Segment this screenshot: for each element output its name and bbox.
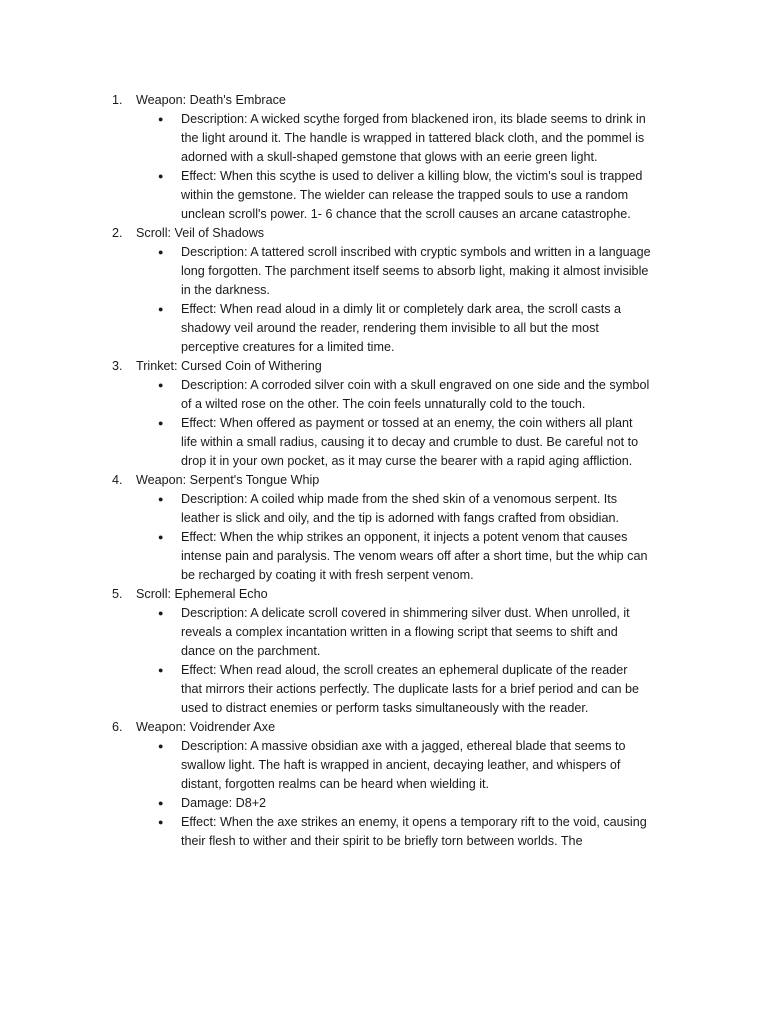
detail-item [0, 528, 651, 585]
detail-text: Effect: When the axe strikes an enemy, it opens a temporary rift to the void, causing their flesh to wither and their spirit to be briefly torn between worlds. The [181, 815, 647, 848]
bullet-icon: ● [158, 817, 164, 827]
bullet-icon: ● [158, 247, 164, 257]
detail-list [0, 490, 768, 585]
bullet-icon: ● [158, 532, 164, 542]
detail-text: Effect: When read aloud in a dimly lit or completely dark area, the scroll casts a shadowy veil around the reader, rendering them invisible to all but the most perceptive creatures for a limited time. [181, 302, 622, 354]
item-number: 3. [112, 359, 123, 373]
detail-list [0, 737, 768, 851]
detail-list [0, 376, 768, 471]
item-title: Scroll: Veil of Shadows [136, 226, 265, 240]
detail-text: Description: A coiled whip made from the shed skin of a venomous serpent. Its leather is slick and oily, and the tip is adorned with fangs crafted from obsidian. [181, 492, 619, 525]
detail-text: Description: A wicked scythe forged from blackened iron, its blade seems to drink in the light around it. The handle is wrapped in tattered black cloth, and the pommel is adorned with a skull-shaped gemstone that glows with an eerie green light. [181, 112, 646, 164]
bullet-icon: ● [158, 608, 164, 618]
list-item [0, 718, 768, 851]
detail-item [0, 414, 651, 471]
detail-item [0, 110, 651, 167]
detail-text: Effect: When offered as payment or tossed at an enemy, the coin withers all plant life within a small radius, causing it to decay and crumble to dust. Be careful not to drop it in your own pocket, as it may curse the bearer with a rapid aging affliction. [181, 416, 639, 468]
detail-text: Effect: When the whip strikes an opponent, it injects a potent venom that causes intense pain and paralysis. The venom wears off after a short time, but the whip can be recharged by coating it with fresh serpent venom. [181, 530, 648, 582]
detail-item [0, 794, 651, 813]
list-item [0, 471, 768, 585]
detail-item [0, 737, 651, 794]
detail-item [0, 661, 651, 718]
bullet-icon: ● [158, 171, 164, 181]
item-number: 6. [112, 720, 123, 734]
detail-item [0, 490, 651, 528]
detail-list [0, 604, 768, 718]
detail-text: Description: A massive obsidian axe with a jagged, ethereal blade that seems to swallow light. The haft is wrapped in ancient, decaying leather, and whispers of distant, forgotten realms can be heard when wielding it. [181, 739, 626, 791]
item-number: 1. [112, 93, 123, 107]
item-title: Weapon: Voidrender Axe [136, 720, 276, 734]
item-list [0, 91, 768, 851]
detail-item [0, 243, 651, 300]
item-number: 2. [112, 226, 123, 240]
detail-item [0, 300, 651, 357]
detail-list [0, 110, 768, 224]
detail-text: Effect: When this scythe is used to deliver a killing blow, the victim's soul is trapped within the gemstone. The wielder can release the trapped souls to use a random unclean scroll's power. 1- 6 chance that the scroll causes an arcane catastrophe. [181, 169, 643, 221]
list-item [0, 357, 768, 471]
item-title: Trinket: Cursed Coin of Withering [136, 359, 322, 373]
detail-list [0, 243, 768, 357]
bullet-icon: ● [158, 798, 164, 808]
item-number: 5. [112, 587, 123, 601]
list-item [0, 91, 768, 224]
detail-item [0, 376, 651, 414]
list-item [0, 224, 768, 357]
detail-text: Effect: When read aloud, the scroll creates an ephemeral duplicate of the reader that mirrors their actions perfectly. The duplicate lasts for a brief period and can be used to distract enemies or perform tasks simultaneously with the reader. [181, 663, 640, 715]
detail-text: Description: A tattered scroll inscribed with cryptic symbols and written in a language long forgotten. The parchment itself seems to absorb light, making it almost invisible in the darkness. [181, 245, 651, 297]
bullet-icon: ● [158, 741, 164, 751]
detail-text: Description: A corroded silver coin with a skull engraved on one side and the symbol of a wilted rose on the other. The coin feels unnaturally cold to the touch. [181, 378, 650, 411]
item-number: 4. [112, 473, 123, 487]
bullet-icon: ● [158, 494, 164, 504]
list-item [0, 585, 768, 718]
item-title: Weapon: Serpent's Tongue Whip [136, 473, 320, 487]
item-title: Scroll: Ephemeral Echo [136, 587, 268, 601]
detail-text: Description: A delicate scroll covered in shimmering silver dust. When unrolled, it reveals a complex incantation written in a flowing script that seems to shift and dance on the parchment. [181, 606, 630, 658]
bullet-icon: ● [158, 380, 164, 390]
detail-item [0, 167, 651, 224]
detail-text: Damage: D8+2 [181, 796, 267, 810]
detail-item [0, 813, 651, 851]
item-title: Weapon: Death's Embrace [136, 93, 286, 107]
bullet-icon: ● [158, 304, 164, 314]
bullet-icon: ● [158, 114, 164, 124]
bullet-icon: ● [158, 665, 164, 675]
detail-item [0, 604, 651, 661]
bullet-icon: ● [158, 418, 164, 428]
